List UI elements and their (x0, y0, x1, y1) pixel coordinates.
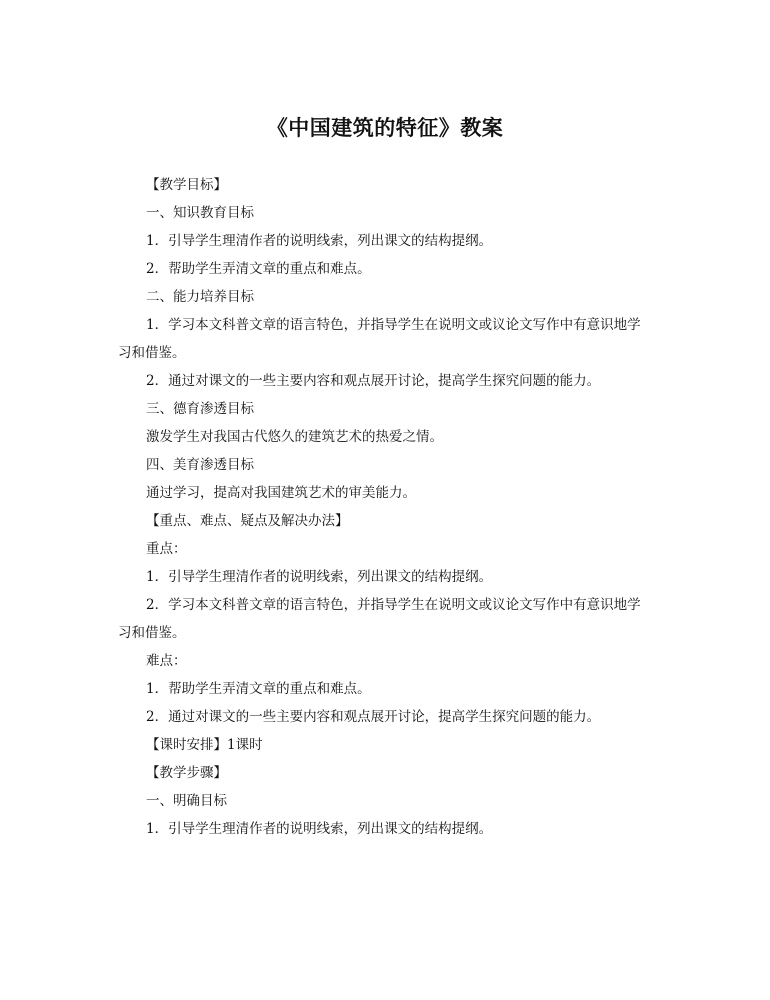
paragraph: 1．引导学生理清作者的说明线索，列出课文的结构提纲。 (146, 569, 493, 585)
paragraph: 2．帮助学生弄清文章的重点和难点。 (146, 261, 371, 277)
paragraph: 通过学习，提高对我国建筑艺术的审美能力。 (146, 485, 416, 501)
subheading-aesthetic-goals: 四、美育渗透目标 (146, 457, 254, 473)
section-heading-teaching-steps: 【教学步骤】 (146, 765, 227, 781)
paragraph: 1．学习本文科普文章的语言特色，并指导学生在说明文或议论文写作中有意识地学习和借鉴。 (118, 317, 641, 361)
label-difficult-points: 难点： (146, 653, 187, 669)
subheading-clarify-goals: 一、明确目标 (146, 793, 227, 809)
subheading-ability-goals: 二、能力培养目标 (146, 289, 254, 305)
paragraph: 1．引导学生理清作者的说明线索，列出课文的结构提纲。 (146, 821, 493, 837)
subheading-knowledge-goals: 一、知识教育目标 (146, 205, 254, 221)
paragraph: 激发学生对我国古代悠久的建筑艺术的热爱之情。 (146, 429, 443, 445)
paragraph: 2．通过对课文的一些主要内容和观点展开讨论，提高学生探究问题的能力。 (146, 709, 601, 725)
label-key-points: 重点： (146, 541, 187, 557)
paragraph: 2．学习本文科普文章的语言特色，并指导学生在说明文或议论文写作中有意识地学习和借鉴。 (118, 597, 641, 641)
section-heading-key-points: 【重点、难点、疑点及解决办法】 (146, 513, 349, 529)
document-title: 《中国建筑的特征》教案 (266, 115, 504, 140)
section-heading-schedule: 【课时安排】1课时 (146, 737, 263, 753)
document-body (118, 171, 653, 843)
paragraph: 1．引导学生理清作者的说明线索，列出课文的结构提纲。 (146, 233, 493, 249)
paragraph: 2．通过对课文的一些主要内容和观点展开讨论，提高学生探究问题的能力。 (146, 373, 601, 389)
subheading-moral-goals: 三、德育渗透目标 (146, 401, 254, 417)
paragraph: 1．帮助学生弄清文章的重点和难点。 (146, 681, 371, 697)
section-heading-teaching-goals: 【教学目标】 (146, 177, 227, 193)
